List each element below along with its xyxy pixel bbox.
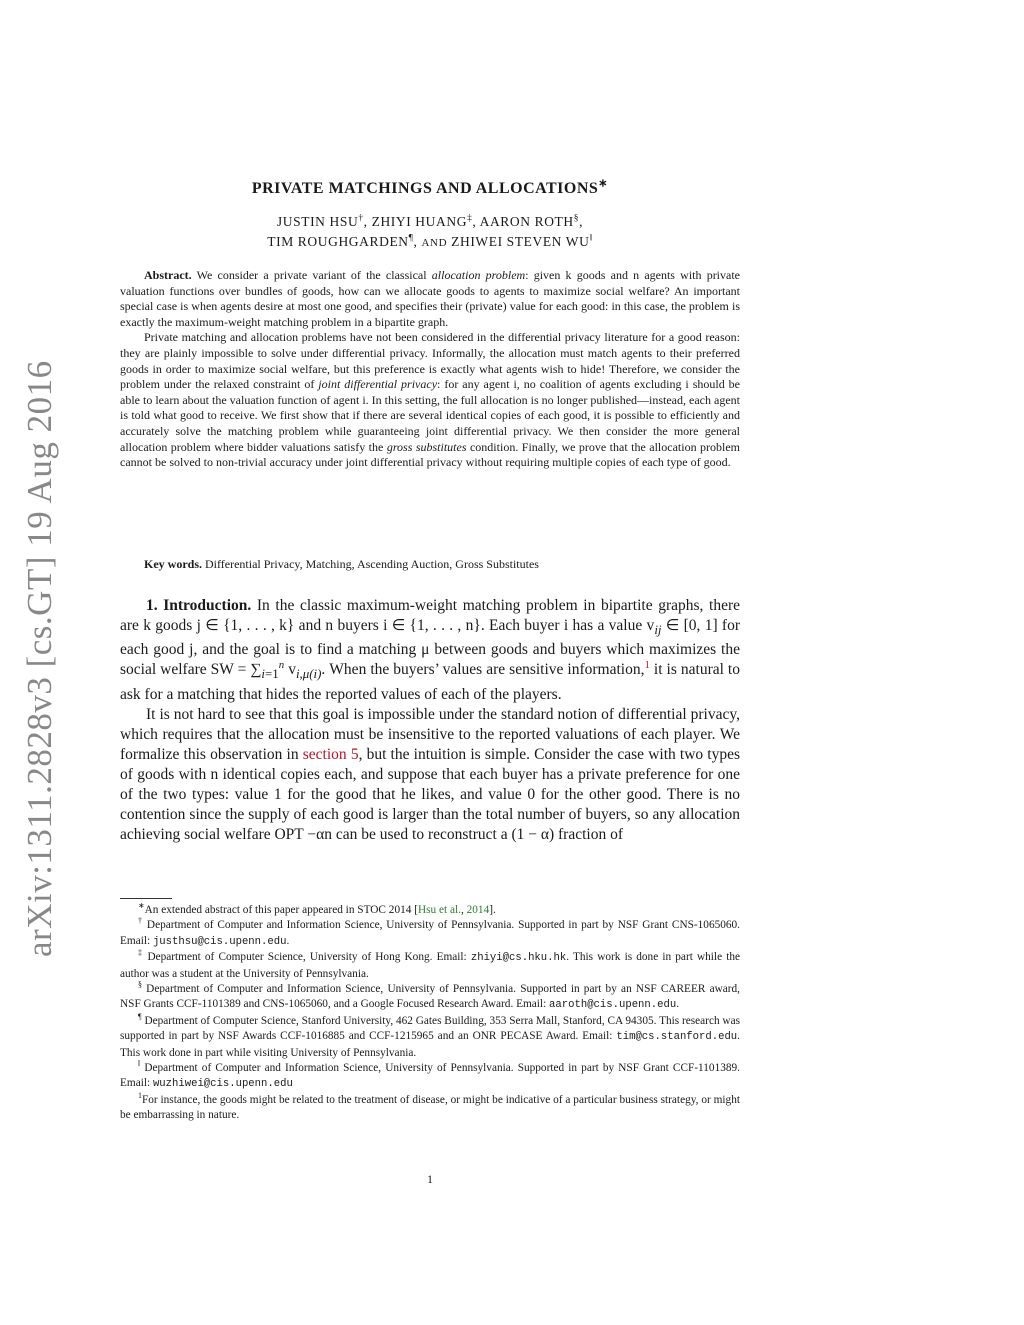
section-heading: 1. Introduction. bbox=[146, 597, 252, 614]
email-wu: wuzhiwei@cis.upenn.edu bbox=[152, 1078, 293, 1091]
abstract bbox=[120, 268, 740, 471]
author-roughgarden: TIM ROUGHGARDEN bbox=[267, 234, 409, 249]
abstract-label: Abstract. bbox=[144, 268, 192, 282]
footnote-dagger: † Department of Computer and Information Science, University of Pennsylvania. Supported in part by NSF Grant CNS-1065060. Email: justhsu@cis.upenn.edu. bbox=[120, 916, 741, 948]
intro-paragraph: 1. Introduction. In the classic maximum-weight matching problem in bipartite graphs, there are k goods j ∈ {1, . . . , k} and n buyers i ∈ {1, . . . , n}. Each buyer i has a value $v_{ij}$ ∈ [0, 1] for each good j, and the goal is to find a matching μ between goods and buyers which maximizes the social welfare SW = $\sum_{i=1}^n$ $v_{i,\mu(i)}$. When the buyers’ values are sensitive information,$^1$ it is natural to ask for a matching that hides the reported values of each of the players. bbox=[120, 597, 741, 703]
author-roth: AARON ROTH bbox=[479, 214, 574, 229]
keywords bbox=[120, 556, 740, 572]
author-huang: ZHIYI HUANG bbox=[371, 214, 468, 229]
abstract-paragraph: Abstract. We consider a private variant of the classical allocation problem: given k goods and n agents with private valuation functions over bundles of goods, how can we allocate goods to agents to maximize social welfare? An important special case is when agents desire at most one good, and specifies their (private) value for each good: in this case, the problem is exactly the maximum-weight matching problem in a bipartite graph. bbox=[120, 268, 741, 329]
footnote-ddagger: ‡ Department of Computer Science, University of Hong Kong. Email: zhiyi@cs.hku.hk. This work is done in part while the author was a student at the University of Pennsylvania. bbox=[120, 948, 741, 980]
footnote-dbar: ‖ Department of Computer and Information Science, University of Pennsylvania. Supported in part by NSF Grant CCF-1101389. Email: wuzhiwei@cis.upenn.edu bbox=[120, 1059, 740, 1091]
author-and: AND bbox=[421, 237, 448, 249]
author-wu: ZHIWEI STEVEN WU bbox=[451, 234, 590, 249]
footnote-divider bbox=[120, 898, 172, 899]
abstract-paragraph: Private matching and allocation problems have not been considered in the differential privacy literature for a good reason: they are plainly impossible to solve under differential privacy. Informally, the allocation must match agents to their preferred goods in order to maximize social welfare, but this preference is exactly what agents wish to hide! Therefore, we consider the problem under the relaxed constraint of joint differential privacy: for any agent i, no coalition of agents excluding i should be able to learn about the valuation function of agent i. In this setting, the full allocation is no longer published—instead, each agent is told what good to receive. We first show that if there are several identical copies of each good, it is possible to efficiently and accurately solve the matching problem while guaranteeing joint differential privacy. We then consider the more general allocation problem where bidder valuations satisfy the gross substitutes condition. Finally, we prove that the allocation problem cannot be solved to non-trivial accuracy under joint differential privacy without requiring multiple copies of each type of good. bbox=[120, 330, 741, 470]
footnote-1: $^1$For instance, the goods might be related to the treatment of disease, or might be indicative of a particular business strategy, or might be embarrassing in nature. bbox=[120, 1091, 740, 1122]
keywords-text: Differential Privacy, Matching, Ascending Auction, Gross Substitutes bbox=[205, 557, 539, 571]
citation-link[interactable]: Hsu et al. bbox=[417, 904, 461, 916]
section-5-link[interactable]: section 5 bbox=[302, 745, 359, 763]
footnote-ref-1[interactable]: 1 bbox=[644, 659, 650, 672]
email-roth: aaroth@cis.upenn.edu bbox=[549, 999, 677, 1012]
page-number: 1 bbox=[427, 1172, 433, 1186]
keywords-label: Key words. bbox=[144, 557, 202, 571]
author-hsu: JUSTIN HSU bbox=[276, 214, 359, 229]
citation-year-link[interactable]: 2014 bbox=[466, 904, 490, 916]
author-list: JUSTIN HSU†, ZHIYI HUANG‡, AARON ROTH§, TIM ROUGHGARDEN¶, AND ZHIWEI STEVEN WU‖ bbox=[267, 213, 593, 249]
arxiv-identifier: arXiv:1311.2828v3 [cs.GT] 19 Aug 2016 bbox=[20, 360, 59, 957]
footnote-pilcrow: ¶ Department of Computer Science, Stanford University, 462 Gates Building, 353 Serra Mall, Stanford, CA 94305. This research was supported in part by NSF Awards CCF-1016885 and CCF-1215965 and an ONR PECASE Award. Email: tim@cs.stanford.edu. This work done in part while visiting University of Pennsylvania. bbox=[120, 1012, 741, 1059]
footnote-star: ∗An extended abstract of this paper appeared in STOC 2014 [Hsu et al., 2014]. bbox=[138, 901, 496, 916]
footnotes bbox=[120, 903, 740, 1124]
email-huang: zhiyi@cs.hku.hk bbox=[470, 952, 567, 965]
footnote-section: § Department of Computer and Information Science, University of Pennsylvania. Supported in part by an NSF CAREER award, NSF Grants CCF-1101389 and CNS-1065060, and a Google Focused Research Award. Email: aaroth@cis.upenn.edu. bbox=[120, 980, 741, 1012]
paper-title: PRIVATE MATCHINGS AND ALLOCATIONS∗ bbox=[251, 177, 609, 197]
email-roughgarden: tim@cs.stanford.edu bbox=[616, 1031, 738, 1044]
introduction-section bbox=[120, 596, 740, 845]
email-hsu: justhsu@cis.upenn.edu bbox=[152, 935, 287, 948]
intro-paragraph: It is not hard to see that this goal is impossible under the standard notion of differential privacy, which requires that the allocation must be insensitive to the reported valuations of each player. We formalize this observation in section 5, but the intuition is simple. Consider the case with two types of goods with n identical copies each, and suppose that each buyer has a private preference for one of the two types: value 1 for the good that he likes, and value 0 for the other good. There is no contention since the supply of each good is larger than the total number of buyers, so any allocation achieving social welfare OPT −αn can be used to reconstruct a (1 − α) fraction of bbox=[120, 705, 741, 844]
